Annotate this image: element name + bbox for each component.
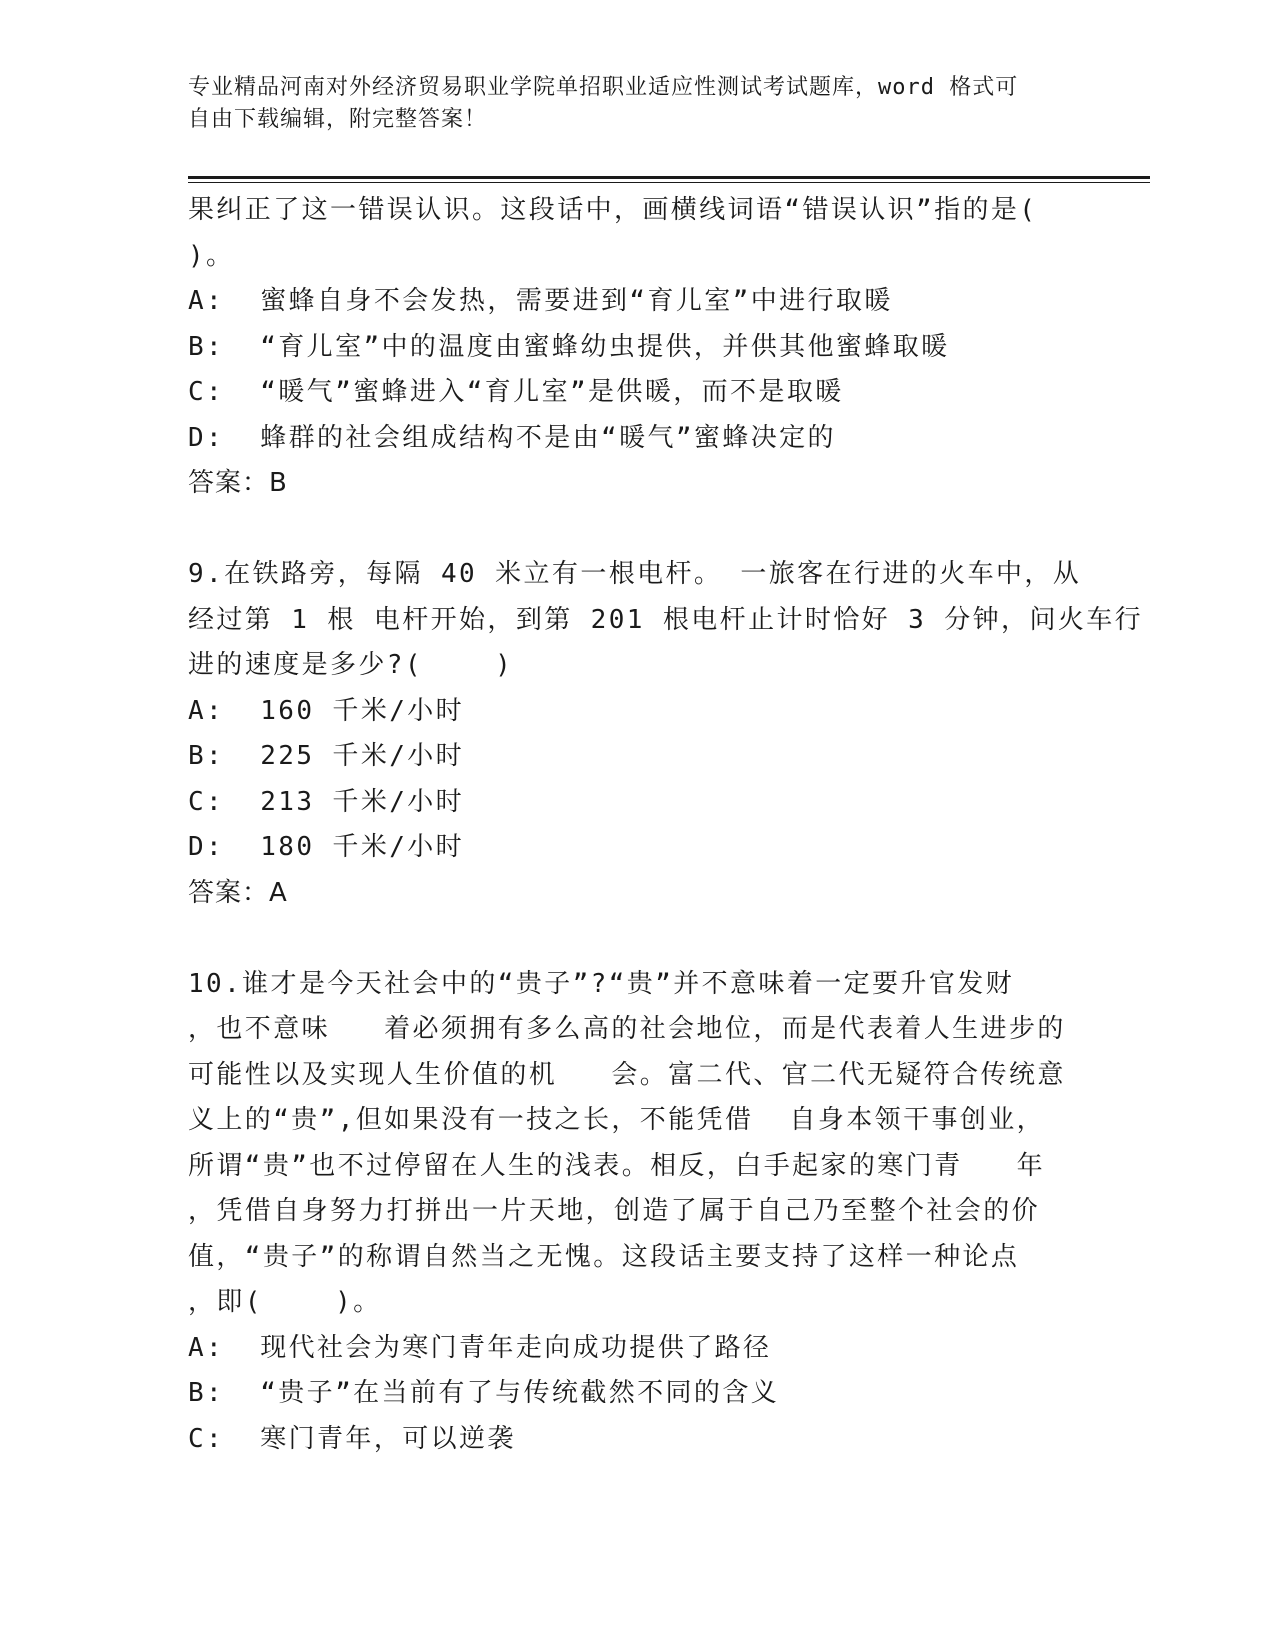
header-divider-thick [188, 176, 1150, 179]
header-line-2: 自由下载编辑，附完整答案！ [188, 107, 488, 132]
question-stem-line: ，即( )。 [188, 1287, 382, 1317]
option-a: A: 160 千米/小时 [188, 695, 465, 726]
option-b: B: 225 千米/小时 [188, 741, 465, 771]
question-stem-line: 义上的“贵”,但如果没有一技之长，不能凭借 自身本领干事创业， [188, 1105, 1046, 1135]
header-line-1: 专业精品河南对外经济贸易职业学院单招职业适应性测试考试题库，word 格式可 [188, 75, 1019, 100]
question-content [188, 188, 1144, 1462]
question-stem-line: ，也不意味 着必须拥有多么高的社会地位，而是代表着人生进步的 [188, 1014, 1066, 1044]
question-10 [188, 962, 1088, 1463]
spacer [188, 507, 1088, 553]
question-stem-line: 果纠正了这一错误认识。这段话中，画横线词语“错误认识”指的是( [188, 195, 1038, 225]
option-d: D: 蜂群的社会组成结构不是由“暖气”蜜蜂决定的 [188, 422, 836, 453]
question-9 [188, 552, 1144, 916]
option-a: A: 蜜蜂自身不会发热，需要进到“育儿室”中进行取暖 [188, 286, 893, 316]
option-c: C: “暖气”蜜蜂进入“育儿室”是供暖，而不是取暖 [188, 377, 844, 407]
option-c: C: 寒门青年，可以逆袭 [188, 1423, 516, 1454]
question-stem-line: 经过第 1 根 电杆开始，到第 201 根电杆止计时恰好 3 分钟，问火车行 [188, 604, 1144, 635]
option-a: A: 现代社会为寒门青年走向成功提供了路径 [188, 1332, 772, 1363]
page-header [188, 72, 1088, 136]
spacer [188, 916, 1088, 962]
question-stem-line: 值，“贵子”的称谓自然当之无愧。这段话主要支持了这样一种论点 [188, 1241, 1020, 1272]
question-8-continuation [188, 188, 1088, 507]
question-stem-line: 9.在铁路旁，每隔 40 米立有一根电杆。 一旅客在行进的火车中，从 [188, 559, 1082, 589]
question-stem-line: )。 [188, 240, 235, 271]
option-c: C: 213 千米/小时 [188, 786, 465, 817]
question-stem-line: 进的速度是多少?( ) [188, 650, 514, 680]
question-stem-line: 所谓“贵”也不过停留在人生的浅表。相反，白手起家的寒门青 年 [188, 1150, 1046, 1181]
option-b: B: “育儿室”中的温度由蜜蜂幼虫提供，并供其他蜜蜂取暖 [188, 331, 950, 362]
option-d: D: 180 千米/小时 [188, 832, 465, 862]
question-stem-line: ，凭借自身努力打拼出一片天地，创造了属于自己乃至整个社会的价 [188, 1196, 1041, 1226]
option-b: B: “贵子”在当前有了与传统截然不同的含义 [188, 1378, 780, 1408]
answer-label: 答案：A [188, 877, 288, 908]
question-stem-line: 10.谁才是今天社会中的“贵子”?“贵”并不意味着一定要升官发财 [188, 968, 1015, 999]
question-stem-line: 可能性以及实现人生价值的机 会。富二代、官二代无疑符合传统意 [188, 1059, 1066, 1090]
header-divider-thin [188, 182, 1150, 183]
answer-label: 答案：B [188, 468, 288, 498]
